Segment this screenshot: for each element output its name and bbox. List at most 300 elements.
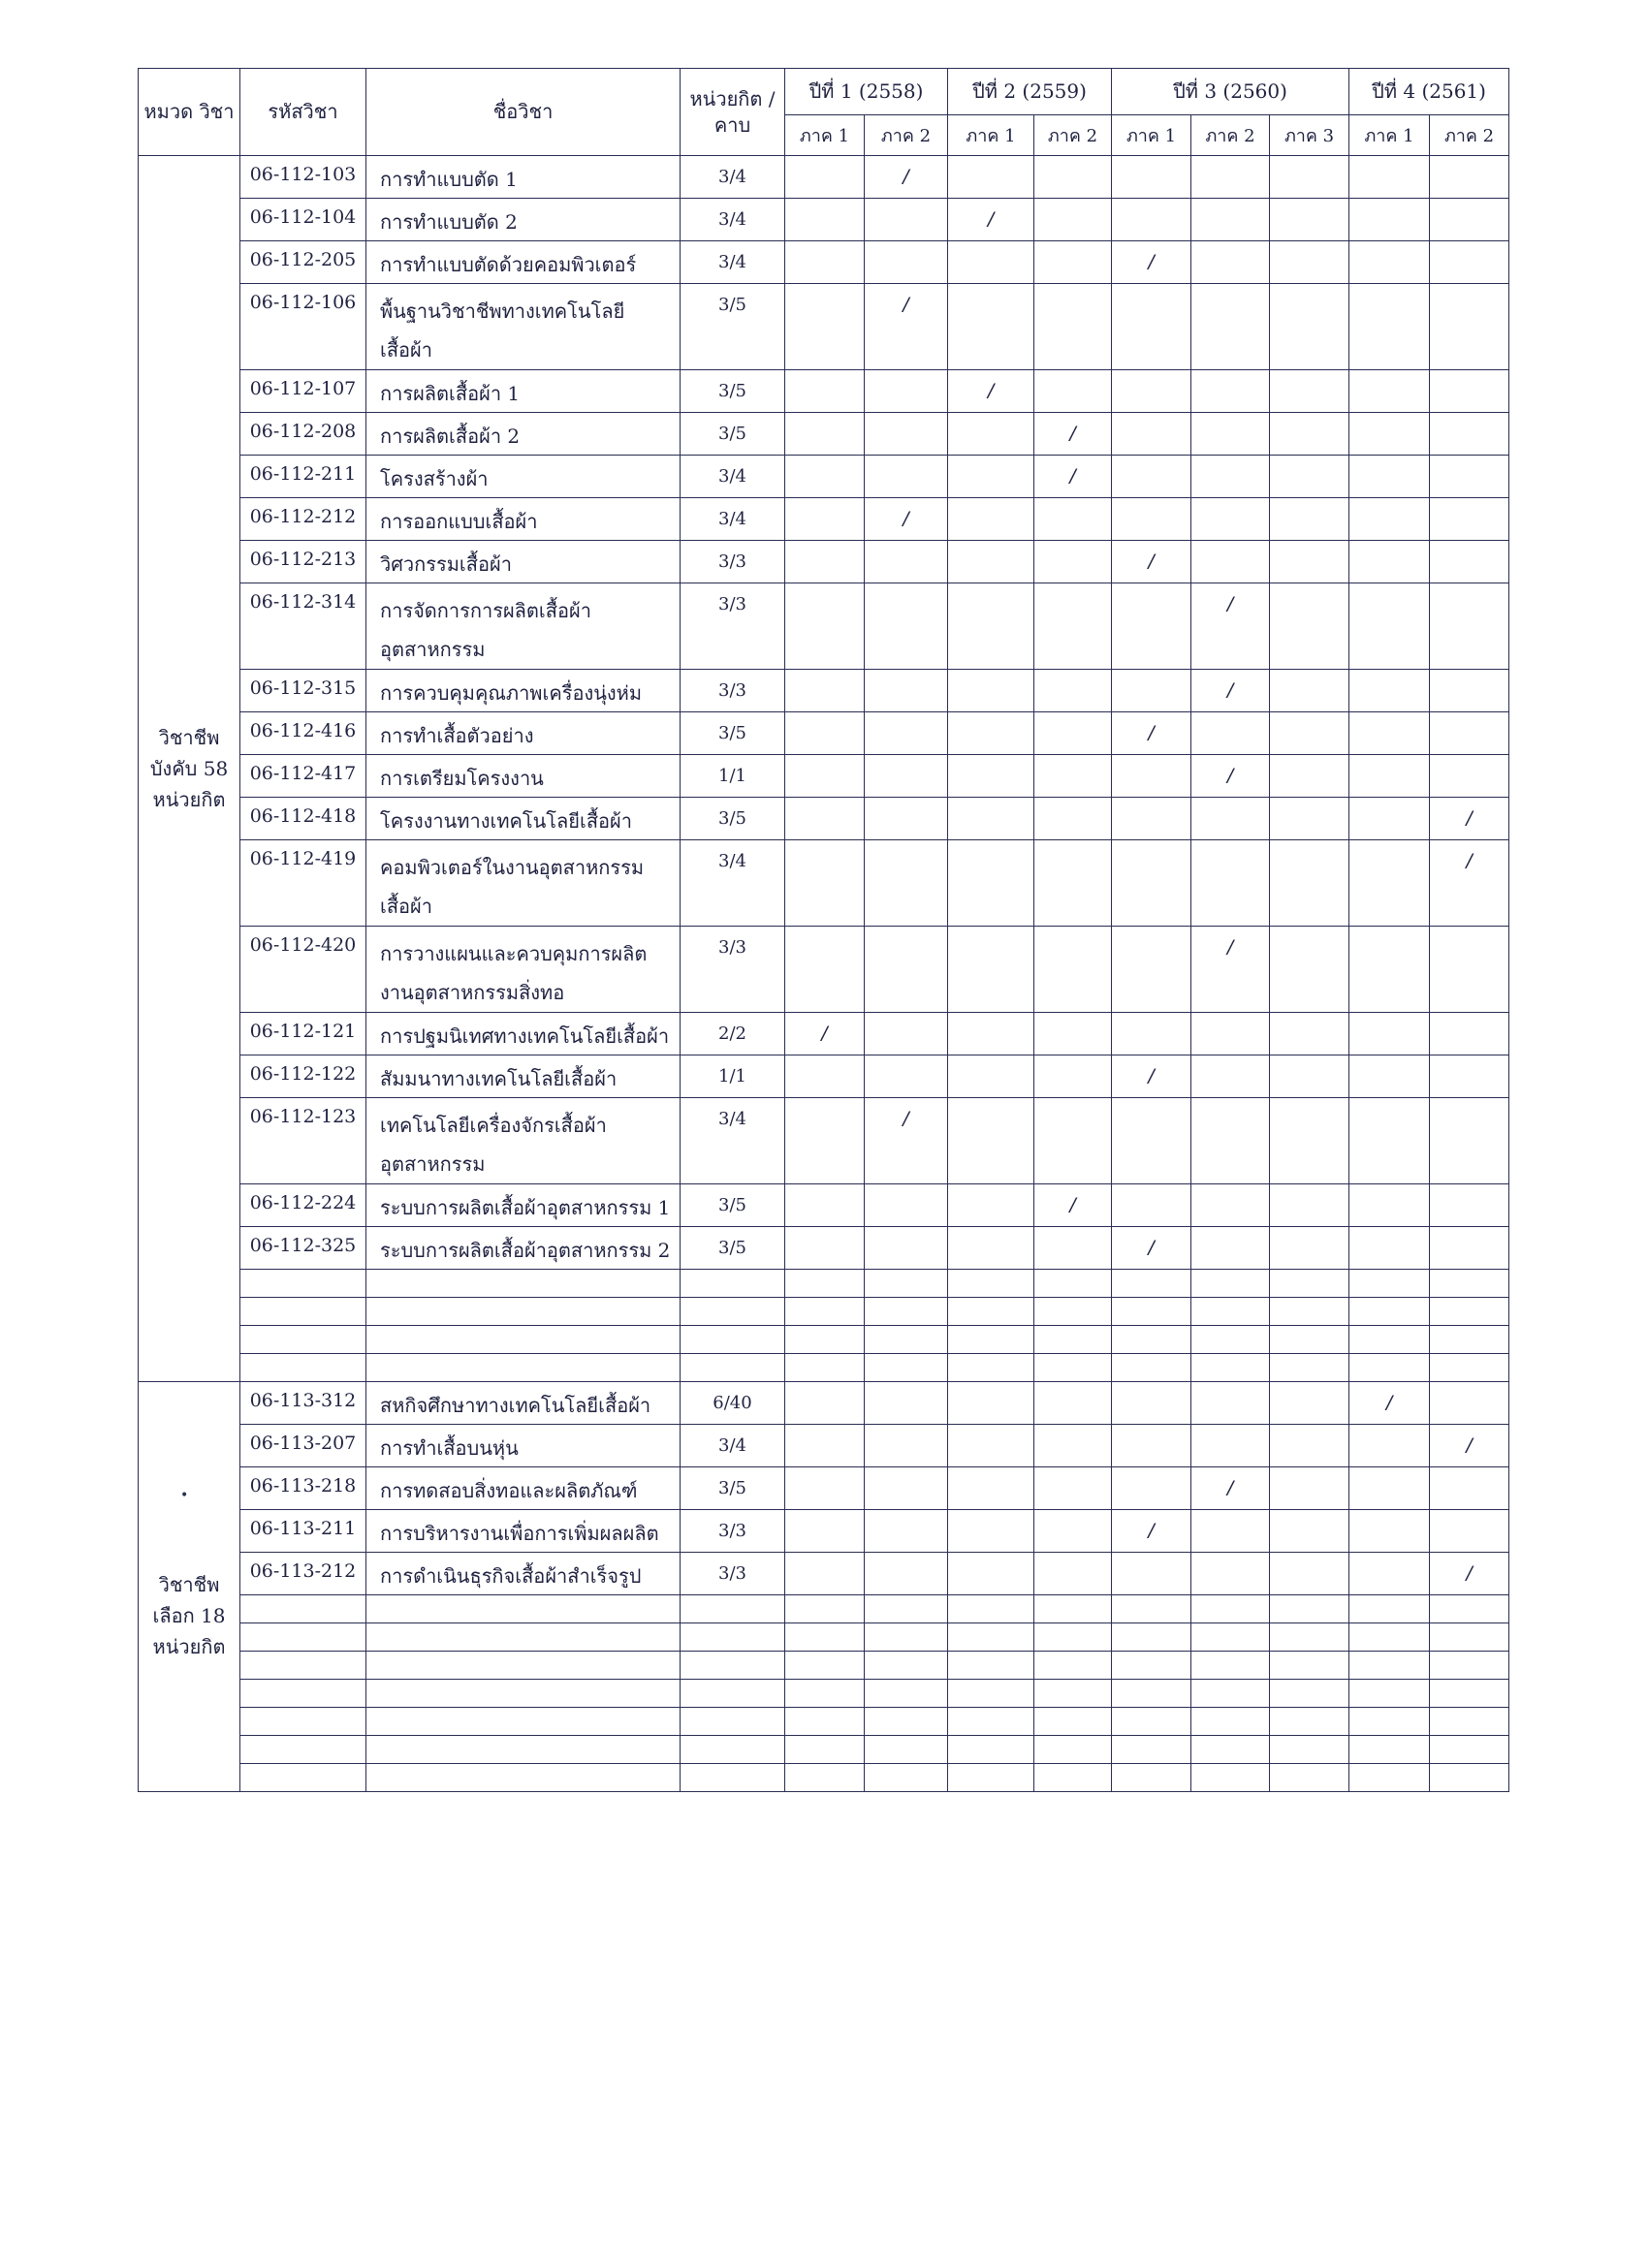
term-cell [1270,1013,1349,1055]
check-mark: / [1148,1065,1155,1087]
term-cell [1270,284,1349,370]
table-row [139,1013,1509,1055]
term-cell [785,1055,865,1098]
term-cell [948,456,1034,498]
course-code: 06-112-416 [240,712,366,755]
course-code: 06-112-104 [240,199,366,241]
check-mark: / [1148,1237,1155,1258]
term-cell [1112,840,1191,927]
term-cell [948,712,1034,755]
term-cell [785,798,865,840]
term-cell [1112,284,1191,370]
header-term: ภาค 3 [1270,115,1349,156]
course-code: 06-112-419 [240,840,366,927]
course-code: 06-113-218 [240,1467,366,1510]
term-cell [948,1510,1034,1553]
empty-cell [1270,1708,1349,1736]
term-cell [1349,541,1430,583]
empty-cell [948,1623,1034,1652]
term-cell [948,840,1034,927]
header-term: ภาค 1 [1112,115,1191,156]
term-cell [1191,413,1270,456]
term-cell [865,241,948,284]
stray-dot-mark: • [180,1488,189,1503]
term-cell [1112,413,1191,456]
header-term: ภาค 1 [1349,115,1430,156]
term-cell [1191,156,1270,199]
term-cell [948,284,1034,370]
empty-cell [948,1270,1034,1298]
term-cell [1112,798,1191,840]
table-row [139,1382,1509,1425]
term-cell [1430,755,1509,798]
check-mark: / [987,208,995,230]
term-cell [865,712,948,755]
course-units: 2/2 [681,1013,785,1055]
empty-cell [1270,1764,1349,1792]
term-cell [1270,1382,1349,1425]
header-term: ภาค 1 [785,115,865,156]
table-row [139,370,1509,413]
term-cell [1349,712,1430,755]
header-term: ภาค 1 [948,115,1034,156]
term-cell [1112,199,1191,241]
check-mark: / [821,1023,828,1044]
blank-row [139,1623,1509,1652]
check-mark: / [1069,465,1076,487]
term-cell [1112,541,1191,583]
course-code: 06-112-103 [240,156,366,199]
empty-cell [1430,1595,1509,1623]
check-mark: / [987,380,995,401]
course-name: การเตรียมโครงงาน [366,755,681,798]
course-code: 06-113-212 [240,1553,366,1595]
term-cell [1191,927,1270,1013]
empty-cell [681,1652,785,1680]
header-name: ชื่อวิชา [366,69,681,156]
term-cell [1112,755,1191,798]
empty-cell [948,1326,1034,1354]
term-cell [785,1553,865,1595]
term-cell [948,1227,1034,1270]
empty-cell [1270,1354,1349,1382]
check-mark: / [1148,722,1155,743]
term-cell [1191,541,1270,583]
term-cell [1112,927,1191,1013]
term-cell [865,1013,948,1055]
term-cell [1034,1098,1112,1184]
empty-cell [1270,1298,1349,1326]
empty-cell [1034,1298,1112,1326]
course-units: 6/40 [681,1382,785,1425]
curriculum-table [138,68,1509,1792]
empty-cell [948,1708,1034,1736]
check-mark: / [1148,551,1155,572]
empty-cell [785,1708,865,1736]
empty-cell [1430,1270,1509,1298]
term-cell [948,1055,1034,1098]
term-cell [1034,798,1112,840]
term-cell [1191,670,1270,712]
empty-cell [681,1354,785,1382]
course-name: การดำเนินธุรกิจเสื้อผ้าสำเร็จรูป [366,1553,681,1595]
term-cell [1270,1055,1349,1098]
blank-row [139,1595,1509,1623]
empty-cell [240,1764,366,1792]
term-cell [1430,583,1509,670]
empty-cell [1112,1270,1191,1298]
term-cell [1430,840,1509,927]
empty-cell [1191,1680,1270,1708]
course-units: 3/3 [681,670,785,712]
course-units: 1/1 [681,755,785,798]
empty-cell [1430,1764,1509,1792]
term-cell [948,370,1034,413]
empty-cell [865,1764,948,1792]
empty-cell [1430,1354,1509,1382]
empty-cell [1034,1326,1112,1354]
empty-cell [1191,1623,1270,1652]
term-cell [1270,840,1349,927]
empty-cell [1349,1326,1430,1354]
blank-row [139,1270,1509,1298]
term-cell [865,1055,948,1098]
term-cell [948,1467,1034,1510]
empty-cell [785,1270,865,1298]
header-year-3: ปีที่ 3 (2560) [1112,69,1349,115]
course-name: สัมมนาทางเทคโนโลยีเสื้อผ้า [366,1055,681,1098]
term-cell [1191,1227,1270,1270]
term-cell [1349,1553,1430,1595]
course-code: 06-113-207 [240,1425,366,1467]
term-cell [1112,583,1191,670]
course-units: 3/5 [681,413,785,456]
term-cell [948,1184,1034,1227]
empty-cell [1191,1736,1270,1764]
empty-cell [1191,1354,1270,1382]
table-row [139,541,1509,583]
empty-cell [681,1270,785,1298]
empty-cell [1191,1764,1270,1792]
course-name: การทำแบบตัดด้วยคอมพิวเตอร์ [366,241,681,284]
term-cell [1112,1467,1191,1510]
header-year-1: ปีที่ 1 (2558) [785,69,948,115]
blank-row [139,1354,1509,1382]
empty-cell [240,1326,366,1354]
course-units: 3/4 [681,456,785,498]
term-cell [1191,370,1270,413]
empty-cell [1270,1680,1349,1708]
empty-cell [1191,1595,1270,1623]
term-cell [785,583,865,670]
check-mark: / [1069,423,1076,444]
term-cell [1191,1184,1270,1227]
term-cell [1349,413,1430,456]
term-cell [785,670,865,712]
term-cell [1034,413,1112,456]
table-row [139,1553,1509,1595]
term-cell [785,199,865,241]
empty-cell [1112,1764,1191,1792]
empty-cell [240,1623,366,1652]
term-cell [1270,670,1349,712]
empty-cell [681,1298,785,1326]
empty-cell [366,1270,681,1298]
table-row [139,156,1509,199]
term-cell [1191,755,1270,798]
course-code: 06-112-205 [240,241,366,284]
term-cell [865,1184,948,1227]
empty-cell [240,1354,366,1382]
table-body [139,69,1509,1792]
term-cell [948,199,1034,241]
course-name: เทคโนโลยีเครื่องจักรเสื้อผ้าอุตสาหกรรม [366,1098,681,1184]
header-term: ภาค 2 [1430,115,1509,156]
term-cell [1430,1098,1509,1184]
term-cell [1191,1055,1270,1098]
term-cell [1430,199,1509,241]
term-cell [785,755,865,798]
course-code: 06-112-315 [240,670,366,712]
empty-cell [366,1623,681,1652]
empty-cell [1191,1652,1270,1680]
check-mark: / [1466,1434,1473,1456]
empty-cell [1112,1680,1191,1708]
empty-cell [1034,1736,1112,1764]
term-cell [1191,712,1270,755]
term-cell [948,413,1034,456]
check-mark: / [1466,1562,1473,1584]
term-cell [1034,456,1112,498]
course-name: การผลิตเสื้อผ้า 2 [366,413,681,456]
term-cell [1430,1510,1509,1553]
empty-cell [1112,1595,1191,1623]
empty-cell [240,1270,366,1298]
empty-cell [366,1326,681,1354]
term-cell [1112,712,1191,755]
course-units: 3/3 [681,541,785,583]
term-cell [865,541,948,583]
empty-cell [366,1298,681,1326]
course-code: 06-112-420 [240,927,366,1013]
empty-cell [785,1354,865,1382]
empty-cell [1034,1354,1112,1382]
check-mark: / [1466,850,1473,871]
empty-cell [1112,1326,1191,1354]
check-mark: / [1466,807,1473,829]
blank-row [139,1326,1509,1354]
check-mark: / [1226,679,1234,701]
empty-cell [1430,1326,1509,1354]
term-cell [1430,798,1509,840]
empty-cell [1430,1652,1509,1680]
empty-cell [948,1736,1034,1764]
course-units: 3/5 [681,1467,785,1510]
course-code: 06-112-107 [240,370,366,413]
empty-cell [366,1680,681,1708]
term-cell [1430,156,1509,199]
term-cell [1191,1553,1270,1595]
term-cell [948,670,1034,712]
term-cell [1349,199,1430,241]
course-code: 06-112-213 [240,541,366,583]
term-cell [1034,370,1112,413]
term-cell [1270,199,1349,241]
table-row [139,1227,1509,1270]
empty-cell [1349,1354,1430,1382]
course-units: 3/5 [681,712,785,755]
term-cell [948,755,1034,798]
blank-row [139,1708,1509,1736]
term-cell [1349,927,1430,1013]
term-cell [1270,1553,1349,1595]
course-units: 3/4 [681,241,785,284]
table-row [139,1425,1509,1467]
table-row [139,712,1509,755]
term-cell [1349,1184,1430,1227]
term-cell [1270,1098,1349,1184]
term-cell [1191,284,1270,370]
course-code: 06-112-211 [240,456,366,498]
term-cell [1191,1382,1270,1425]
term-cell [1191,840,1270,927]
term-cell [865,284,948,370]
course-name: การออกแบบเสื้อผ้า [366,498,681,541]
course-code: 06-112-208 [240,413,366,456]
term-cell [1270,798,1349,840]
table-row [139,583,1509,670]
empty-cell [1270,1736,1349,1764]
table-row [139,241,1509,284]
term-cell [1349,1227,1430,1270]
course-code: 06-112-212 [240,498,366,541]
course-units: 3/5 [681,284,785,370]
header-category: หมวด วิชา [139,69,240,156]
empty-cell [1112,1708,1191,1736]
empty-cell [1191,1298,1270,1326]
term-cell [1430,241,1509,284]
check-mark: / [1226,593,1234,614]
empty-cell [681,1708,785,1736]
term-cell [1034,541,1112,583]
term-cell [1112,1425,1191,1467]
term-cell [1034,1227,1112,1270]
term-cell [1349,1098,1430,1184]
term-cell [785,370,865,413]
course-units: 3/5 [681,1184,785,1227]
empty-cell [865,1270,948,1298]
term-cell [948,498,1034,541]
term-cell [1112,241,1191,284]
term-cell [1034,583,1112,670]
course-name: โครงสร้างผ้า [366,456,681,498]
check-mark: / [903,508,909,529]
term-cell [1112,370,1191,413]
course-name: การผลิตเสื้อผ้า 1 [366,370,681,413]
header-units: หน่วยกิต /คาบ [681,69,785,156]
table-row [139,456,1509,498]
term-cell [785,284,865,370]
course-code: 06-112-418 [240,798,366,840]
course-name: การทดสอบสิ่งทอและผลิตภัณฑ์ [366,1467,681,1510]
term-cell [865,1510,948,1553]
check-mark: / [1226,765,1234,786]
term-cell [785,1382,865,1425]
term-cell [1270,712,1349,755]
term-cell [1349,755,1430,798]
term-cell [1430,927,1509,1013]
term-cell [1430,1467,1509,1510]
empty-cell [865,1298,948,1326]
empty-cell [1191,1708,1270,1736]
term-cell [865,1467,948,1510]
empty-cell [1349,1708,1430,1736]
term-cell [948,798,1034,840]
term-cell [865,498,948,541]
term-cell [1430,498,1509,541]
term-cell [1349,370,1430,413]
term-cell [1270,1184,1349,1227]
empty-cell [865,1736,948,1764]
empty-cell [366,1708,681,1736]
term-cell [948,241,1034,284]
term-cell [948,156,1034,199]
term-cell [1112,1098,1191,1184]
empty-cell [1034,1652,1112,1680]
check-mark: / [903,166,909,187]
blank-row [139,1680,1509,1708]
table-row [139,1510,1509,1553]
empty-cell [1349,1298,1430,1326]
term-cell [1112,456,1191,498]
term-cell [785,456,865,498]
course-code: 06-112-123 [240,1098,366,1184]
empty-cell [366,1354,681,1382]
term-cell [1430,1227,1509,1270]
course-code: 06-112-314 [240,583,366,670]
course-code: 06-112-122 [240,1055,366,1098]
term-cell [1349,284,1430,370]
term-cell [1034,755,1112,798]
term-cell [865,1227,948,1270]
empty-cell [865,1354,948,1382]
blank-row [139,1764,1509,1792]
term-cell [1349,1510,1430,1553]
empty-cell [1349,1652,1430,1680]
term-cell [948,583,1034,670]
term-cell [1034,199,1112,241]
term-cell [785,156,865,199]
term-cell [1270,370,1349,413]
empty-cell [1270,1623,1349,1652]
term-cell [1270,541,1349,583]
empty-cell [681,1764,785,1792]
table-row [139,498,1509,541]
check-mark: / [1069,1194,1076,1215]
term-cell [1270,755,1349,798]
header-term: ภาค 2 [865,115,948,156]
table-row [139,840,1509,927]
check-mark: / [903,1108,909,1129]
term-cell [865,370,948,413]
empty-cell [865,1623,948,1652]
empty-cell [1112,1623,1191,1652]
header-term: ภาค 2 [1034,115,1112,156]
course-units: 3/3 [681,1553,785,1595]
course-code: 06-112-224 [240,1184,366,1227]
course-name: การจัดการการผลิตเสื้อผ้าอุตสาหกรรม [366,583,681,670]
term-cell [1191,1510,1270,1553]
